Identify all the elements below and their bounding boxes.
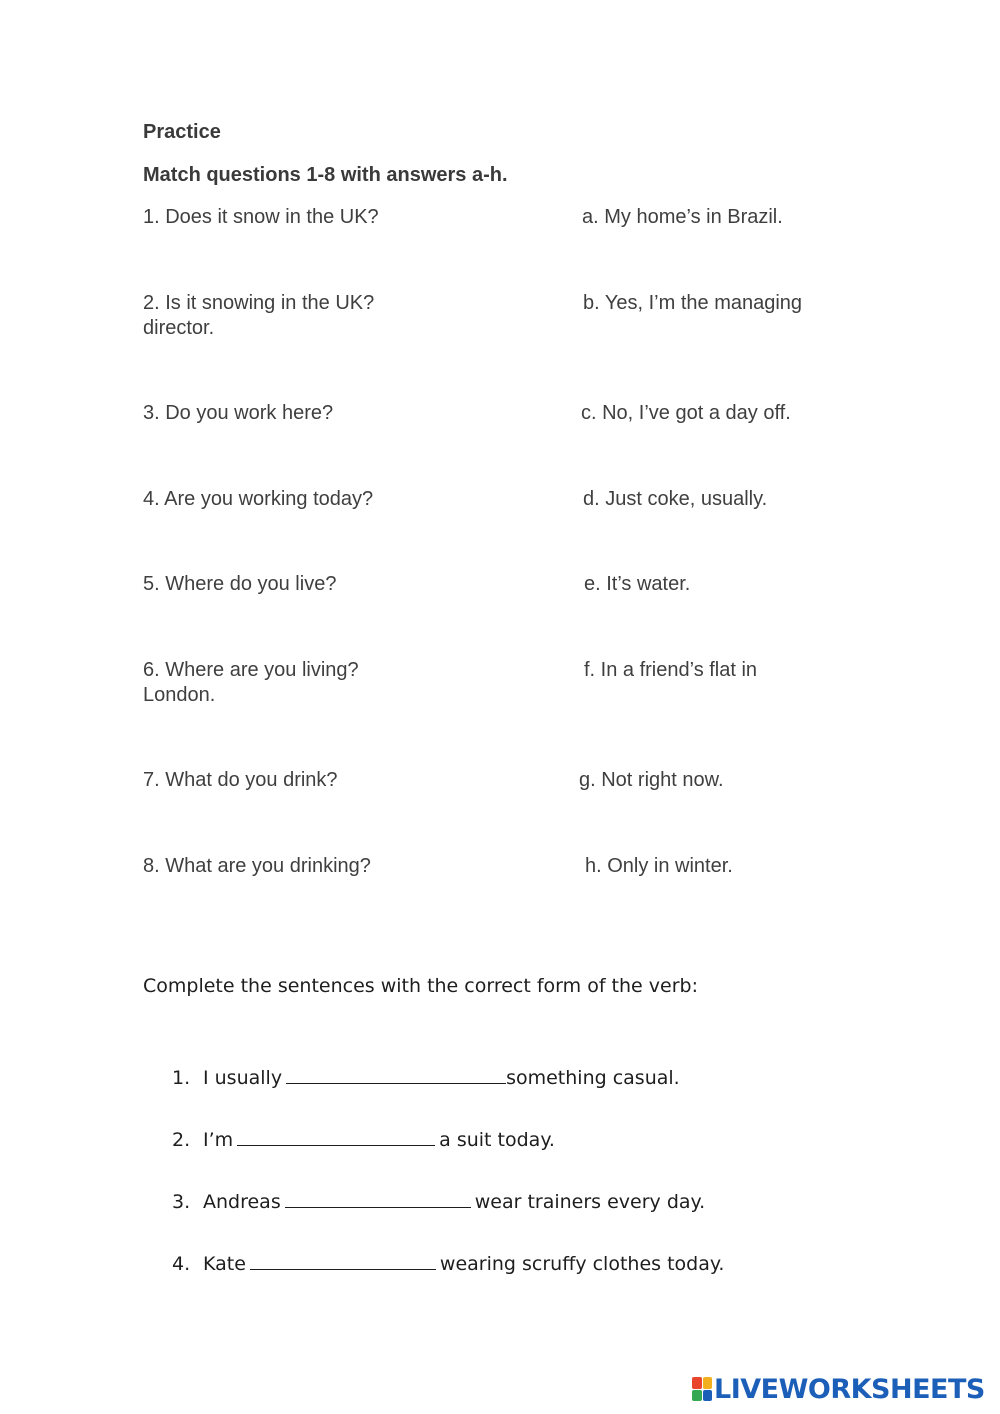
answer-continuation: director.: [143, 317, 215, 339]
exercise-text-before: I usually: [203, 1067, 283, 1089]
logo-square: [703, 1390, 713, 1402]
exercise-item: [172, 1189, 705, 1213]
logo-square: [703, 1377, 713, 1389]
logo-text: LIVEWORKSHEETS: [714, 1373, 985, 1405]
question: 7. What do you drink?: [143, 769, 338, 791]
question: 6. Where are you living?: [143, 659, 359, 681]
page-title: Practice: [143, 121, 221, 143]
exercise-item: [172, 1127, 555, 1151]
question: 3. Do you work here?: [143, 402, 334, 424]
exercise-item: [172, 1065, 680, 1089]
answer: c. No, I’ve got a day off.: [581, 402, 791, 424]
logo-square: [692, 1377, 702, 1389]
logo-square: [692, 1390, 702, 1402]
answer-blank[interactable]: [286, 1065, 506, 1084]
exercise-number: 1.: [172, 1067, 191, 1089]
answer: f. In a friend’s flat in: [584, 659, 758, 681]
exercise-text-after: wearing scruffy clothes today.: [439, 1253, 725, 1275]
exercise-number: 3.: [172, 1191, 191, 1213]
question: 2. Is it snowing in the UK?: [143, 292, 375, 314]
answer: b. Yes, I’m the managing: [583, 292, 803, 314]
exercise-text-before: I’m: [203, 1129, 234, 1151]
section2-instruction: Complete the sentences with the correct form of the verb:: [143, 975, 698, 997]
answer: a. My home’s in Brazil.: [582, 206, 783, 228]
instruction: Match questions 1-8 with answers a-h.: [143, 164, 508, 186]
answer: d. Just coke, usually.: [583, 488, 768, 510]
exercise-text-before: Kate: [203, 1253, 246, 1275]
answer: e. It’s water.: [584, 573, 691, 595]
exercise-text-after: wear trainers every day.: [474, 1191, 706, 1213]
exercise-text-before: Andreas: [203, 1191, 281, 1213]
answer-blank[interactable]: [285, 1189, 471, 1208]
question: 5. Where do you live?: [143, 573, 337, 595]
answer: h. Only in winter.: [585, 855, 733, 877]
logo-mark-icon: [692, 1377, 712, 1401]
exercise-number: 4.: [172, 1253, 191, 1275]
liveworksheets-logo: [692, 1374, 985, 1404]
answer: g. Not right now.: [579, 769, 724, 791]
question: 1. Does it snow in the UK?: [143, 206, 379, 228]
exercise-text-after: something casual.: [506, 1067, 680, 1089]
answer-continuation: London.: [143, 684, 216, 706]
question: 8. What are you drinking?: [143, 855, 371, 877]
answer-blank[interactable]: [237, 1127, 435, 1146]
exercise-item: [172, 1251, 724, 1275]
question: 4. Are you working today?: [143, 488, 374, 510]
answer-blank[interactable]: [250, 1251, 436, 1270]
exercise-text-after: a suit today.: [439, 1129, 555, 1151]
exercise-number: 2.: [172, 1129, 191, 1151]
